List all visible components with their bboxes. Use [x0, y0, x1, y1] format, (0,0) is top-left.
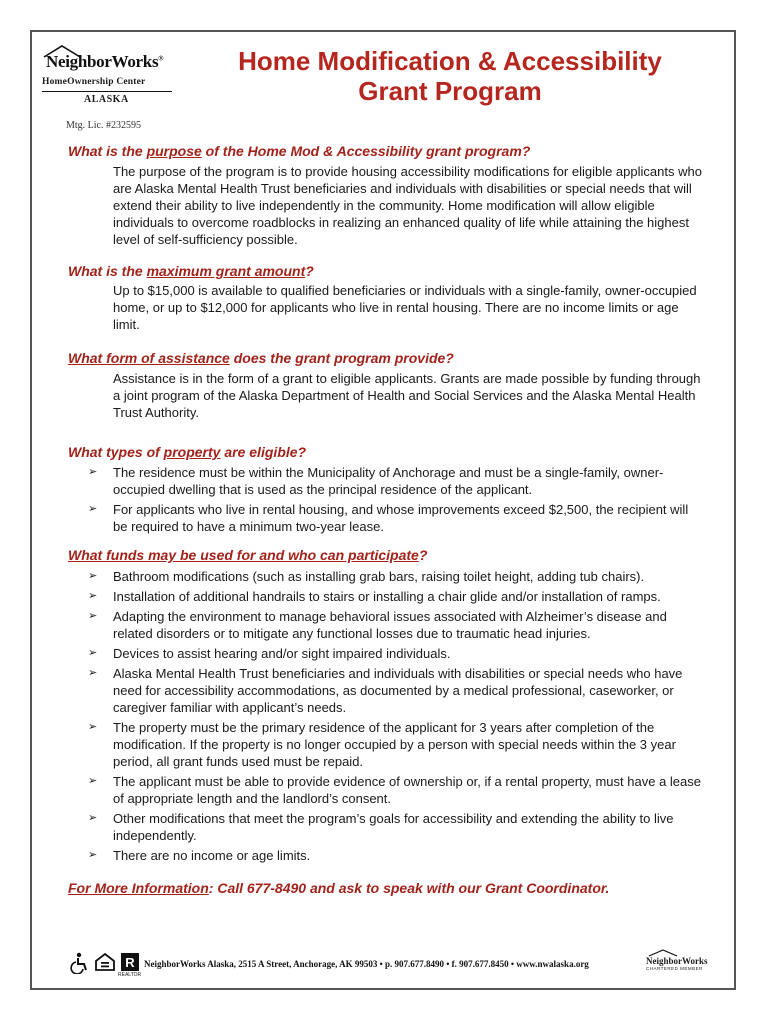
logo-name: NeighborWorks: [46, 52, 159, 71]
arrow-bullet-icon: ➢: [88, 570, 98, 582]
list-item: ➢ For applicants who live in rental housing, and whose improvements exceed $2,500, the recipient will be required to have a minimum two-year lease.: [88, 502, 689, 534]
logo-rule: [42, 91, 172, 92]
question-max-grant: What is the maximum grant amount?: [68, 263, 314, 279]
equal-housing-icon: [94, 952, 116, 974]
arrow-bullet-icon: ➢: [88, 590, 98, 602]
question-funds-participation: What funds may be used for and who can participate?: [68, 547, 428, 563]
arrow-bullet-icon: ➢: [88, 503, 98, 515]
logo-line1: HomeOwnership Center: [42, 77, 146, 87]
funds-bullet-list: [88, 568, 703, 867]
arrow-bullet-icon: ➢: [88, 647, 98, 659]
list-item: ➢ The residence must be within the Municipality of Anchorage and must be a single-family, owner-occupied dwelling that is used as the principal residence of the applicant.: [88, 465, 664, 497]
footer: [70, 950, 708, 980]
property-bullet-list: [88, 464, 703, 538]
house-icon: [648, 949, 678, 957]
page-title: [210, 46, 690, 106]
list-item: ➢ Devices to assist hearing and/or sight impaired individuals.: [88, 646, 451, 661]
list-item: ➢ The applicant must be able to provide evidence of ownership or, if a rental property, must have a lease of appropriate length and the landlord’s consent.: [88, 774, 701, 806]
footer-logo-sub: CHARTERED MEMBER: [646, 966, 703, 971]
question-purpose: What is the purpose of the Home Mod & Accessibility grant program?: [68, 143, 531, 159]
arrow-bullet-icon: ➢: [88, 849, 98, 861]
list-item: ➢ The property must be the primary residence of the applicant for 3 years after completion of the modification. If the property is no longer occupied by a person with special needs within the 3 year period, all grant funds used must be repaid.: [88, 720, 676, 769]
realtor-label: REALTOR: [118, 972, 142, 978]
chartered-member-logo: [646, 950, 708, 971]
list-item: ➢ Adapting the environment to manage behavioral issues associated with Alzheimer’s disease and related disorders or to mitigate any functional losses due to traumatic head injuries.: [88, 609, 667, 641]
answer-assistance-form: Assistance is in the form of a grant to eligible applicants. Grants are made possible by funding through a joint program of the Alaska Department of Health and Social Services and the Alaska Mental Health Trust Authority.: [113, 371, 701, 420]
arrow-bullet-icon: ➢: [88, 610, 98, 622]
question-assistance-form: What form of assistance does the grant program provide?: [68, 350, 454, 366]
arrow-bullet-icon: ➢: [88, 812, 98, 824]
title-line1: Home Modification & Accessibility: [238, 46, 662, 76]
accessibility-icon: [70, 952, 90, 974]
list-item: ➢ Installation of additional handrails to stairs or installing a chair glide and/or installation of ramps.: [88, 589, 661, 604]
list-item: ➢ Bathroom modifications (such as installing grab bars, raising toilet height, adding tub chairs).: [88, 569, 645, 584]
title-line2: Grant Program: [358, 76, 542, 106]
realtor-icon: [120, 952, 140, 972]
footer-address: NeighborWorks Alaska, 2515 A Street, Anchorage, AK 99503 • p. 907.677.8490 • f. 907.677.8450 • www.nwalaska.org: [144, 959, 589, 969]
list-item: ➢ There are no income or age limits.: [88, 848, 311, 863]
arrow-bullet-icon: ➢: [88, 667, 98, 679]
arrow-bullet-icon: ➢: [88, 721, 98, 733]
svg-text:R: R: [125, 955, 135, 970]
license-number: Mtg. Lic. #232595: [66, 120, 141, 131]
answer-max-grant: Up to $15,000 is available to qualified beneficiaries or individuals with a single-family, owner-occupied home, or up to $12,000 for applicants who live in rental housing. There are no income limits or age limit.: [113, 283, 697, 332]
list-item: ➢ Other modifications that meet the program’s goals for accessibility and extending the ability to live independently.: [88, 811, 674, 843]
list-item: ➢ Alaska Mental Health Trust beneficiaries and individuals with disabilities or special needs who have need for accessibility accommodations, as documented by a medical professional, caseworker, or caregiver familiar with applicant’s needs.: [88, 666, 683, 715]
footer-logo-name: NeighborWorks: [646, 956, 708, 966]
logo-line2: ALASKA: [84, 94, 129, 105]
more-information: For More Information: Call 677-8490 and ask to speak with our Grant Coordinator.: [68, 880, 610, 896]
answer-purpose: The purpose of the program is to provide housing accessibility modifications for eligible applicants who are Alaska Mental Health Trust beneficiaries and individuals with disabilities or special needs that will extend their ability to live independently in the community. Home modification will allow eligible individuals to overcome roadblocks in realizing an enhanced quality of life while attaining the highest level of self-sufficiency possible.: [113, 164, 702, 247]
arrow-bullet-icon: ➢: [88, 466, 98, 478]
arrow-bullet-icon: ➢: [88, 775, 98, 787]
question-property-types: What types of property are eligible?: [68, 444, 307, 460]
